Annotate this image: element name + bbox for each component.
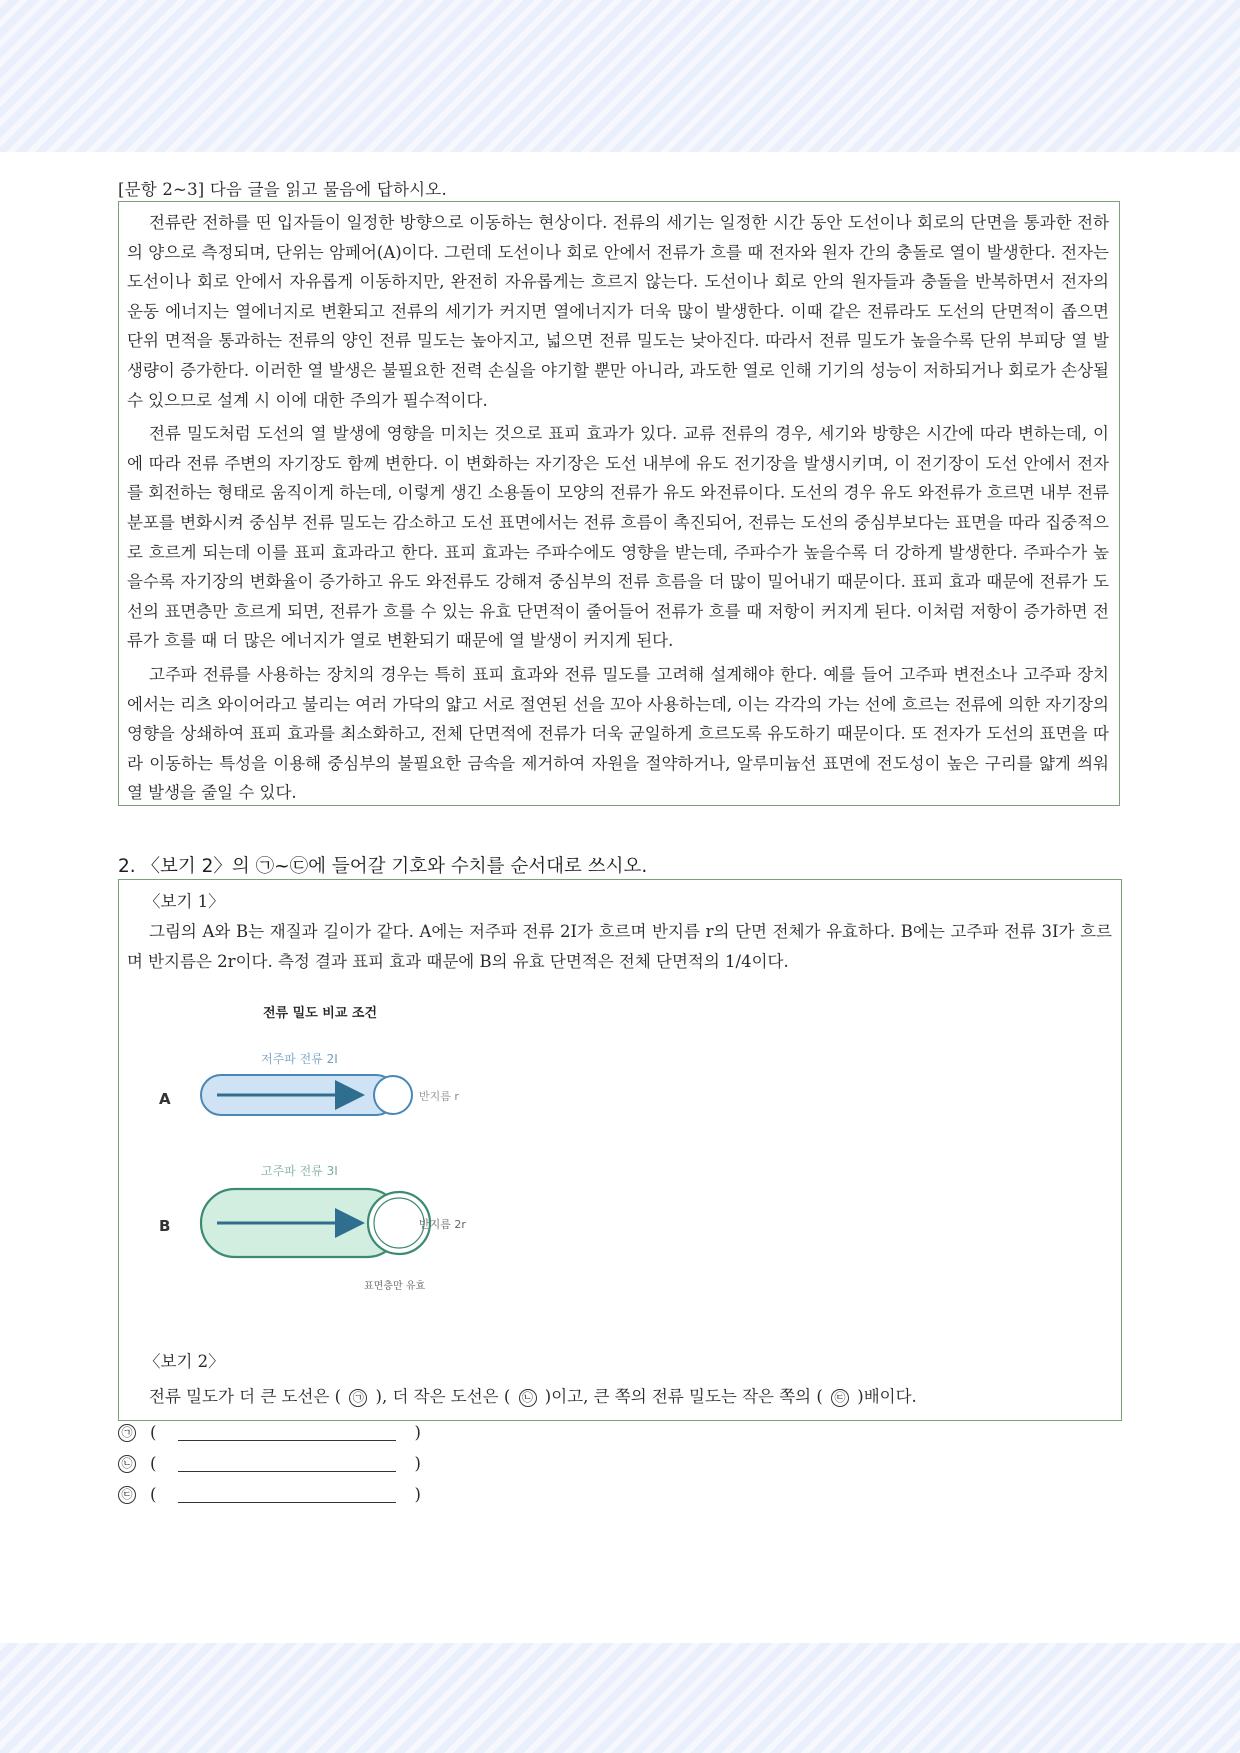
- wire-b-label: B: [159, 1217, 171, 1235]
- passage-paragraph-1: 전류란 전하를 띤 입자들이 일정한 방향으로 이동하는 현상이다. 전류의 세기는 일정한 시간 동안 도선이나 회로의 단면을 통과한 전하의 양으로 측정되며, 단위는 암페어(A)이다. 그런데 도선이나 회로 안에서 전류가 흐를 때 전자와 원자 간의 충돌로 열이 발생한다. 전자는 도선이나 회로 안에서 자유롭게 이동하지만, 완전히 자유롭게는 흐르지 않는다. 도선이나 회로 안의 원자들과 충돌을 반복하면서 전자의 운동 에너지는 열에너지로 변환되고 전류의 세기가 커지면 열에너지가 더욱 많이 발생한다. 이때 같은 전류라도 도선의 단면적이 좁으면 단위 면적을 통과하는 전류의 양인 전류 밀도는 높아지고, 넓으면 전류 밀도는 낮아진다. 따라서 전류 밀도가 높을수록 단위 부피당 열 발생량이 증가한다. 이러한 열 발생은 불필요한 전력 손실을 야기할 뿐만 아니라, 과도한 열로 인해 기기의 성능이 저하되거나 회로가 손상될 수 있으므로 설계 시 이에 대한 주의가 필수적이다.: [127, 213, 1109, 410]
- example-2-part-4: )배이다.: [852, 1387, 917, 1406]
- instruction: [문항 2~3] 다음 글을 읽고 물음에 답하시오.: [118, 180, 447, 199]
- answer-1-blank[interactable]: [178, 1425, 396, 1441]
- example-2-text: [127, 1382, 1112, 1412]
- wire-a-label: A: [159, 1090, 171, 1108]
- figure-title: 전류 밀도 비교 조건: [263, 1006, 378, 1021]
- reading-passage: [118, 201, 1120, 806]
- answer-row-2: [118, 1454, 421, 1473]
- example-2-part-1: 전류 밀도가 더 큰 도선은 (: [149, 1387, 347, 1406]
- example-2-heading: 〈보기 2〉: [144, 1352, 225, 1371]
- answer-3-close: ): [414, 1485, 421, 1504]
- passage-paragraph-3: 고주파 전류를 사용하는 장치의 경우는 특히 표피 효과와 전류 밀도를 고려해 설계해야 한다. 예를 들어 고주파 변전소나 고주파 장치에서는 리츠 와이어라고 불리는 여러 가닥의 얇고 서로 절연된 선을 꼬아 사용하는데, 이는 각각의 가는 선에 흐르는 전류에 의한 자기장의 영향을 상쇄하여 표피 효과를 최소화하고, 전체 단면적에 전류가 더욱 균일하게 흐르도록 유도하기 때문이다. 또 전자가 도선의 표면을 따라 이동하는 특성을 이용해 중심부의 불필요한 금속을 제거하여 자원을 절약하거나, 알루미늄선 표면에 전도성이 높은 구리를 얇게 씌워 열 발생을 줄일 수 있다.: [127, 664, 1109, 803]
- answer-1-close: ): [414, 1423, 421, 1442]
- marker-2-icon: ㉡: [519, 1389, 537, 1407]
- answer-2-marker: ㉡: [118, 1455, 136, 1473]
- answer-2-open: (: [150, 1454, 157, 1473]
- answer-3-blank[interactable]: [178, 1487, 396, 1503]
- wire-b-current-label: 고주파 전류 3I: [261, 1164, 338, 1178]
- answer-1-open: (: [150, 1423, 157, 1442]
- wire-a-cross-section: [374, 1076, 412, 1114]
- answer-2-close: ): [414, 1454, 421, 1473]
- wire-b-effective-ring: [374, 1198, 424, 1248]
- answer-3-open: (: [150, 1485, 157, 1504]
- question-title: 2. 〈보기 2〉의 ㉠~㉢에 들어갈 기호와 수치를 순서대로 쓰시오.: [118, 856, 648, 877]
- answer-2-blank[interactable]: [178, 1456, 396, 1472]
- wire-a-radius-label: 반지름 r: [419, 1090, 459, 1103]
- answer-row-1: [118, 1423, 421, 1442]
- example-2-part-2: ), 더 작은 도선은 (: [370, 1387, 516, 1406]
- answer-3-marker: ㉢: [118, 1486, 136, 1504]
- example-box: [118, 879, 1122, 1421]
- passage-paragraph-2: 전류 밀도처럼 도선의 열 발생에 영향을 미치는 것으로 표피 효과가 있다. 교류 전류의 경우, 세기와 방향은 시간에 따라 변하는데, 이에 따라 전류 주변의 자기장도 함께 변한다. 이 변화하는 자기장은 도선 내부에 유도 전기장을 발생시키며, 이 전기장이 도선 안에서 전자를 회전하는 형태로 움직이게 하는데, 이렇게 생긴 소용돌이 모양의 전류가 유도 와전류이다. 도선의 경우 유도 와전류가 흐르면 내부 전류 분포를 변화시켜 중심부 전류 밀도는 감소하고 도선 표면에서는 전류 흐름이 촉진되어, 전류는 도선의 중심부보다는 표면을 따라 집중적으로 흐르게 되는데 이를 표피 효과라고 한다. 표피 효과는 주파수에도 영향을 받는데, 주파수가 높을수록 더 강하게 발생한다. 주파수가 높을수록 자기장의 변화율이 증가하고 유도 와전류도 강해져 중심부의 전류 흐름을 더 많이 밀어내기 때문이다. 표피 효과 때문에 전류가 도선의 표면층만 흐르게 되면, 전류가 흐를 수 있는 유효 단면적이 줄어들어 전류가 흐를 때 저항이 커지게 된다. 이처럼 저항이 증가하면 전류가 흐를 때 더 많은 에너지가 열로 변환되기 때문에 열 발생이 커지게 된다.: [127, 424, 1109, 651]
- answer-1-marker: ㉠: [118, 1424, 136, 1442]
- wire-b-note: 표면층만 유효: [364, 1281, 426, 1292]
- header-band: [0, 0, 1240, 152]
- example-1-heading: 〈보기 1〉: [144, 892, 225, 911]
- current-density-figure: [147, 993, 607, 1313]
- example-2-part-3: )이고, 큰 쪽의 전류 밀도는 작은 쪽의 (: [539, 1387, 829, 1406]
- wire-b-radius-label: 반지름 2r: [419, 1218, 466, 1231]
- example-1-text: 그림의 A와 B는 재질과 길이가 같다. A에는 저주파 전류 2I가 흐르며 반지름 r의 단면 전체가 유효하다. B에는 고주파 전류 3I가 흐르며 반지름은 2r이다. 측정 결과 표피 효과 때문에 B의 유효 단면적은 전체 단면적의 1/4이다.: [127, 922, 1112, 971]
- answer-row-3: [118, 1485, 421, 1504]
- wire-a-current-label: 저주파 전류 2I: [261, 1052, 338, 1066]
- marker-3-icon: ㉢: [831, 1389, 849, 1407]
- footer-band: [0, 1643, 1240, 1753]
- marker-1-icon: ㉠: [349, 1389, 367, 1407]
